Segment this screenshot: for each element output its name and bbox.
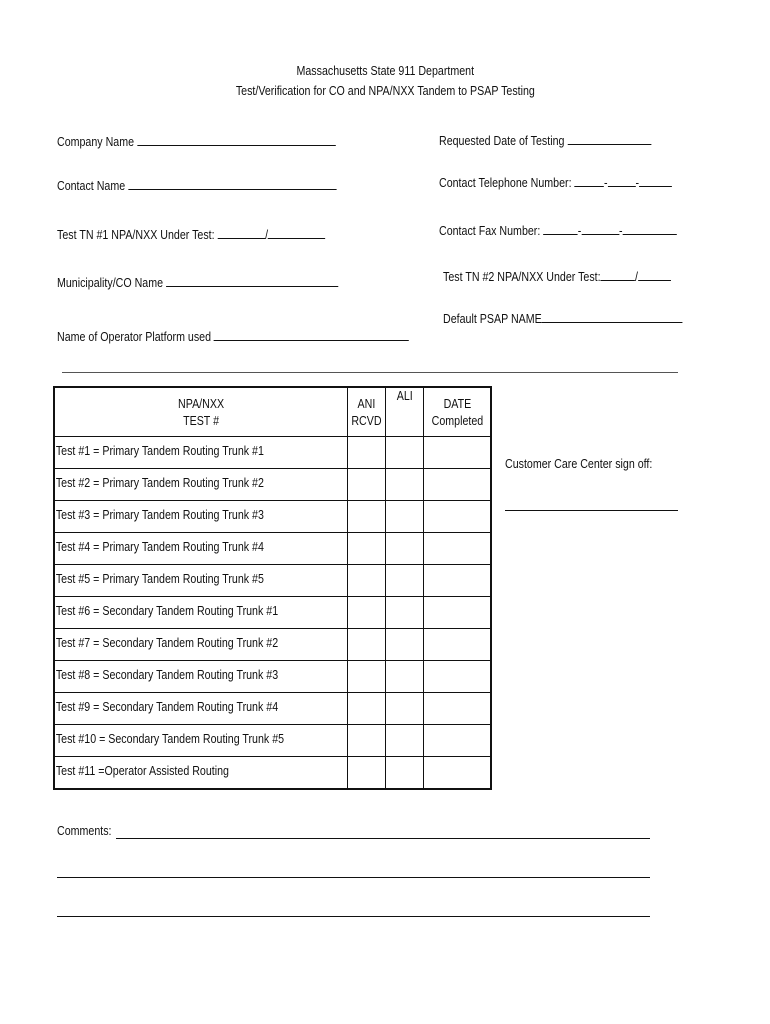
requested-date-label: Requested Date of Testing [439, 133, 565, 148]
header-date: DATE Completed [424, 387, 492, 437]
contact-name-line[interactable] [128, 177, 336, 190]
test-label-cell: Test #8 = Secondary Tandem Routing Trunk #3 [54, 661, 348, 693]
ali-cell[interactable] [386, 725, 424, 757]
signoff-line[interactable] [505, 510, 678, 511]
table-row [54, 661, 491, 693]
test-label-cell: Test #7 = Secondary Tandem Routing Trunk #2 [54, 629, 348, 661]
company-name-field [57, 133, 397, 151]
default-psap-line[interactable] [542, 310, 683, 323]
test-tn1-label: Test TN #1 NPA/NXX Under Test: [57, 227, 215, 242]
test-label-cell: Test #6 = Secondary Tandem Routing Trunk #1 [54, 597, 348, 629]
table-row [54, 693, 491, 725]
test-tn2-label: Test TN #2 NPA/NXX Under Test: [443, 269, 601, 284]
test-label-cell: Test #2 = Primary Tandem Routing Trunk #2 [54, 469, 348, 501]
contact-fax-line-line[interactable] [623, 222, 677, 235]
ali-cell[interactable] [386, 437, 424, 469]
test-tn2-npa-line[interactable] [601, 268, 635, 281]
date-cell[interactable] [424, 437, 492, 469]
date-cell[interactable] [424, 661, 492, 693]
comments-field [57, 822, 123, 840]
table-row [54, 437, 491, 469]
company-name-label: Company Name [57, 134, 135, 149]
contact-fax-label: Contact Fax Number: [439, 223, 541, 238]
requested-date-line[interactable] [567, 132, 651, 145]
comments-line-1[interactable] [116, 838, 650, 839]
contact-phone-line-line[interactable] [639, 174, 672, 187]
ani-cell[interactable] [348, 501, 386, 533]
municipality-field [57, 274, 400, 292]
test-tn1-nxx-line[interactable] [268, 226, 325, 239]
header-ali: ALI [386, 387, 424, 437]
municipality-label: Municipality/CO Name [57, 275, 164, 290]
test-table [53, 386, 492, 790]
default-psap-label: Default PSAP NAME [443, 311, 542, 326]
table-row [54, 629, 491, 661]
ani-cell[interactable] [348, 693, 386, 725]
test-label-cell: Test #11 =Operator Assisted Routing [54, 757, 348, 790]
contact-phone-area-line[interactable] [575, 174, 605, 187]
contact-phone-field: Contact Telephone Number: - - [439, 174, 723, 192]
ani-cell[interactable] [348, 757, 386, 790]
header-ani: ANI RCVD [348, 387, 386, 437]
date-cell[interactable] [424, 725, 492, 757]
date-cell[interactable] [424, 597, 492, 629]
ali-cell[interactable] [386, 469, 424, 501]
contact-phone-label: Contact Telephone Number: [439, 175, 572, 190]
contact-name-field [57, 177, 398, 195]
form-title: Massachusetts State 911 Department [296, 63, 474, 78]
date-cell[interactable] [424, 565, 492, 597]
table-row [54, 533, 491, 565]
date-cell[interactable] [424, 757, 492, 790]
date-cell[interactable] [424, 533, 492, 565]
ali-cell[interactable] [386, 533, 424, 565]
signoff-field [505, 455, 685, 473]
ali-cell[interactable] [386, 693, 424, 725]
ali-cell[interactable] [386, 501, 424, 533]
test-tn1-npa-line[interactable] [218, 226, 266, 239]
ali-cell[interactable] [386, 597, 424, 629]
contact-fax-field: Contact Fax Number: - - [439, 222, 729, 240]
ani-cell[interactable] [348, 725, 386, 757]
test-label-cell: Test #4 = Primary Tandem Routing Trunk #4 [54, 533, 348, 565]
contact-fax-prefix-line[interactable] [581, 222, 619, 235]
table-row [54, 565, 491, 597]
ani-cell[interactable] [348, 629, 386, 661]
ali-cell[interactable] [386, 629, 424, 661]
ali-cell[interactable] [386, 661, 424, 693]
test-label-cell: Test #1 = Primary Tandem Routing Trunk #1 [54, 437, 348, 469]
section-divider [62, 372, 678, 373]
table-row [54, 725, 491, 757]
test-tn1-field: Test TN #1 NPA/NXX Under Test: / [57, 226, 384, 244]
ali-cell[interactable] [386, 565, 424, 597]
test-label-cell: Test #3 = Primary Tandem Routing Trunk #3 [54, 501, 348, 533]
ani-cell[interactable] [348, 597, 386, 629]
test-tn2-nxx-line[interactable] [638, 268, 671, 281]
ani-cell[interactable] [348, 437, 386, 469]
table-row [54, 469, 491, 501]
ali-cell[interactable] [386, 757, 424, 790]
header-test: NPA/NXX TEST # [54, 387, 348, 437]
operator-platform-line[interactable] [214, 328, 409, 341]
date-cell[interactable] [424, 469, 492, 501]
contact-name-label: Contact Name [57, 178, 126, 193]
comments-label: Comments: [57, 823, 112, 838]
ani-cell[interactable] [348, 661, 386, 693]
test-label-cell: Test #9 = Secondary Tandem Routing Trunk #4 [54, 693, 348, 725]
default-psap-field [443, 310, 735, 328]
ani-cell[interactable] [348, 565, 386, 597]
table-header-row [54, 387, 491, 437]
table-row [54, 501, 491, 533]
test-label-cell: Test #10 = Secondary Tandem Routing Trunk #5 [54, 725, 348, 757]
table-row [54, 757, 491, 790]
ani-cell[interactable] [348, 469, 386, 501]
test-label-cell: Test #5 = Primary Tandem Routing Trunk #5 [54, 565, 348, 597]
ani-cell[interactable] [348, 533, 386, 565]
date-cell[interactable] [424, 501, 492, 533]
company-name-line[interactable] [137, 133, 335, 146]
date-cell[interactable] [424, 629, 492, 661]
municipality-line[interactable] [166, 274, 338, 287]
operator-platform-label: Name of Operator Platform used [57, 329, 212, 344]
date-cell[interactable] [424, 693, 492, 725]
requested-date-field [439, 132, 698, 150]
form-subtitle: Test/Verification for CO and NPA/NXX Tandem to PSAP Testing [235, 83, 535, 98]
test-tn2-field: Test TN #2 NPA/NXX Under Test: / [443, 268, 721, 286]
operator-platform-field [57, 328, 486, 346]
contact-fax-area-line[interactable] [543, 222, 577, 235]
signoff-label: Customer Care Center sign off: [505, 456, 653, 471]
comments-line-3[interactable] [57, 916, 650, 917]
table-row [54, 597, 491, 629]
comments-line-2[interactable] [57, 877, 650, 878]
contact-phone-prefix-line[interactable] [608, 174, 636, 187]
